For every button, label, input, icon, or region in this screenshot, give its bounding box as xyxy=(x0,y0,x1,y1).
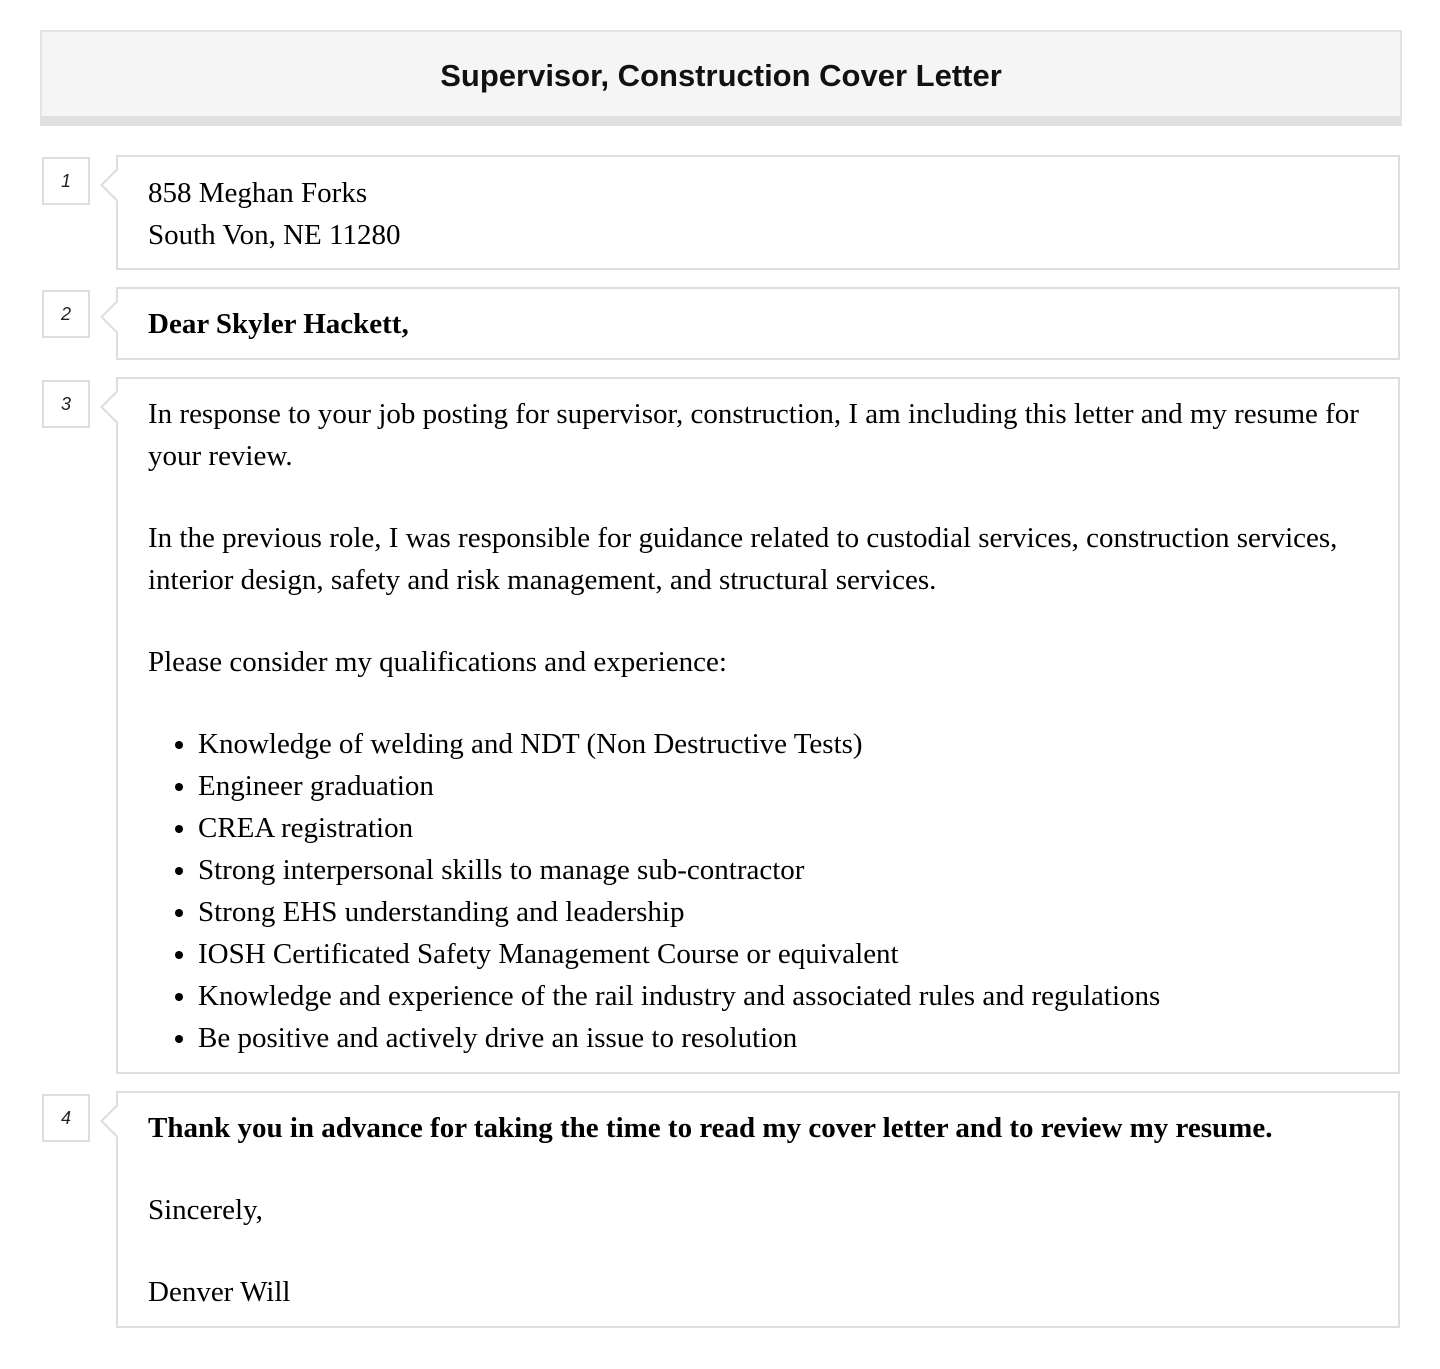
list-item: • IOSH Certificated Safety Management Course or equivalent xyxy=(198,933,1368,975)
list-item: • Knowledge and experience of the rail industry and associated rules and regulations xyxy=(198,975,1368,1017)
list-item: • Strong interpersonal skills to manage sub-contractor xyxy=(198,849,1368,891)
intro-paragraph: In response to your job posting for supervisor, construction, I am including this letter and my resume for your review. xyxy=(148,398,1359,472)
section-number-2: 2 xyxy=(42,290,90,338)
page-header xyxy=(40,30,1402,126)
closing-statement: Thank you in advance for taking the time to read my cover letter and to review my resume. xyxy=(148,1112,1273,1144)
qualifications-list xyxy=(148,723,1368,1059)
list-item: • Strong EHS understanding and leadership xyxy=(198,891,1368,933)
section-number-1: 1 xyxy=(42,157,90,205)
body-section xyxy=(116,377,1400,1074)
section-number-4: 4 xyxy=(42,1094,90,1142)
list-item: • Be positive and actively drive an issue to resolution xyxy=(198,1017,1368,1059)
section-number-3: 3 xyxy=(42,380,90,428)
list-item: • CREA registration xyxy=(198,807,1368,849)
list-item: • Engineer graduation xyxy=(198,765,1368,807)
greeting-section xyxy=(116,287,1400,360)
greeting: Dear Skyler Hackett, xyxy=(148,308,409,340)
page-title: Supervisor, Construction Cover Letter xyxy=(440,58,1002,93)
address-line-2: South Von, NE 11280 xyxy=(148,219,401,251)
address-section xyxy=(116,155,1400,270)
list-item: • Knowledge of welding and NDT (Non Destructive Tests) xyxy=(198,723,1368,765)
signoff: Sincerely, xyxy=(148,1194,263,1226)
qualifications-intro: Please consider my qualifications and experience: xyxy=(148,646,727,678)
closing-section xyxy=(116,1091,1400,1328)
experience-paragraph: In the previous role, I was responsible for guidance related to custodial services, construction services, interior design, safety and risk management, and structural services. xyxy=(148,522,1338,596)
signature-name: Denver Will xyxy=(148,1276,291,1308)
address-line-1: 858 Meghan Forks xyxy=(148,177,368,209)
